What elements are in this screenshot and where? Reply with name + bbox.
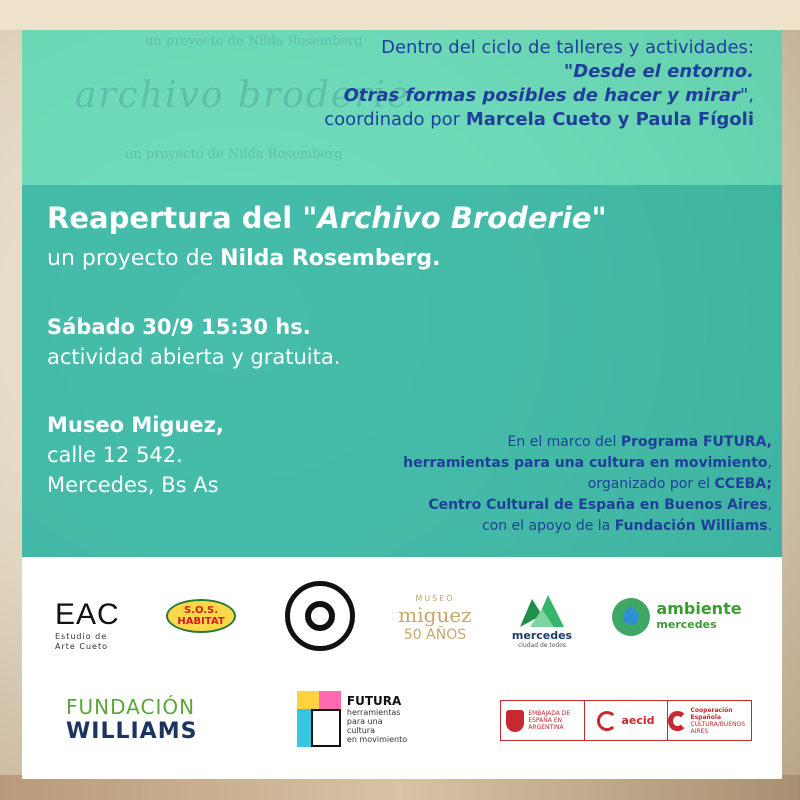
sos-line-2: HABITAT xyxy=(177,616,225,627)
background-top-strip xyxy=(0,0,800,30)
mercedes-name: mercedes xyxy=(511,629,573,642)
mercedes-logo xyxy=(512,585,572,655)
event-date xyxy=(47,312,340,372)
williams-line-1: FUNDACIÓN xyxy=(66,695,196,719)
framework-text xyxy=(403,432,772,537)
ambiente-line-1: ambiente xyxy=(656,599,742,618)
cycle-title-line-2: Otras formas posibles de hacer y mirar xyxy=(343,85,740,106)
framework-l2-end: , xyxy=(767,455,772,471)
framework-l3-prefix: organizado por el xyxy=(587,476,711,492)
miguez-top: MUSEO xyxy=(415,593,455,603)
intro-text xyxy=(324,36,754,132)
cooperacion-espanola-logo xyxy=(668,701,751,740)
event-datetime: Sábado 30/9 15:30 hs. xyxy=(47,315,311,339)
futura-l1: herramientas xyxy=(346,707,401,717)
cceba-full-name: Centro Cultural de España en Buenos Aires xyxy=(428,497,768,513)
event-title xyxy=(47,198,607,238)
spain-shield-icon xyxy=(506,710,524,732)
intro-line: Dentro del ciclo de talleres y actividades: xyxy=(381,37,754,58)
museo-miguez-logo xyxy=(398,583,472,653)
coop-line-1: Cooperación xyxy=(690,706,733,714)
sos-badge xyxy=(166,599,236,633)
cooperacion-c-icon xyxy=(668,711,686,731)
city: Mercedes, Bs As xyxy=(47,473,219,497)
aecid-text: aecid xyxy=(621,714,655,727)
framework-line-2 xyxy=(403,453,772,474)
water-drop-icon xyxy=(620,606,643,629)
program-subtitle: herramientas para una cultura en movimiento xyxy=(403,455,768,471)
spain-cooperation-logos xyxy=(500,700,752,741)
ghost-text-bottom: un proyecto de Nilda Rosemberg xyxy=(125,147,343,162)
eac-logo xyxy=(55,598,130,652)
mercedes-tagline: ciudad de todos xyxy=(517,642,566,649)
cooperacion-text xyxy=(691,707,752,735)
framework-line-5 xyxy=(403,516,772,537)
framework-line-4 xyxy=(403,495,772,516)
coordinators: Marcela Cueto y Paula Fígoli xyxy=(465,109,754,130)
framework-l1-prefix: En el marco del xyxy=(507,434,617,450)
miguez-years: 50 AÑOS xyxy=(403,626,467,643)
seal-inner-ring xyxy=(305,601,335,631)
futura-text xyxy=(347,695,407,744)
address: calle 12 542. xyxy=(47,443,183,467)
embassy-logo xyxy=(501,701,585,740)
coordinated-by-label: coordinado por xyxy=(324,109,461,130)
cycle-title-line-2-end: ", xyxy=(739,85,754,106)
aecid-c-icon xyxy=(597,711,617,731)
williams-line-2: WILLIAMS xyxy=(66,719,198,744)
seal-ring-icon xyxy=(285,581,355,651)
futura-l4: en movimiento xyxy=(346,734,408,744)
program-futura: Programa FUTURA, xyxy=(620,434,772,450)
cycle-title-line-2-wrap xyxy=(324,84,754,108)
framework-l5-prefix: con el apoyo de la xyxy=(481,518,611,534)
aecid-logo xyxy=(585,701,669,740)
sos-line-1: S.O.S. xyxy=(183,605,219,616)
mercedes-mountain-icon xyxy=(520,591,564,627)
miguez-name: miguez xyxy=(398,602,472,627)
event-location xyxy=(47,410,224,500)
eac-logo-title: EAC xyxy=(55,598,120,631)
ambiente-text xyxy=(656,601,741,633)
framework-l5-end: . xyxy=(767,518,772,534)
ghost-text-top: un proyecto de Nilda Rosemberg xyxy=(145,34,363,49)
archivo-broderie-seal-logo xyxy=(282,578,358,654)
framework-l4-end: , xyxy=(767,497,772,513)
cycle-title-line-1: "Desde el entorno. xyxy=(563,61,754,82)
fundacion-williams-logo xyxy=(66,695,197,744)
subtitle-author: Nilda Rosemberg. xyxy=(220,246,441,271)
futura-cube-icon xyxy=(297,691,341,747)
event-subtitle xyxy=(47,244,440,274)
futura-logo xyxy=(288,684,416,754)
earth-hand-icon xyxy=(612,598,650,636)
futura-l3: cultura xyxy=(346,725,375,735)
coop-line-3: CULTURA/BUENOS AIRES xyxy=(690,720,746,735)
embassy-text: EMBAJADA DE ESPAÑA EN ARGENTINA xyxy=(528,710,571,731)
coop-line-2: Española xyxy=(690,713,722,721)
framework-line-3 xyxy=(403,474,772,495)
fundacion-williams: Fundación Williams xyxy=(614,518,768,534)
venue: Museo Miguez, xyxy=(47,413,224,437)
subtitle-prefix: un proyecto de xyxy=(47,246,214,271)
sos-habitat-logo xyxy=(165,590,237,642)
cceba: CCEBA; xyxy=(714,476,772,492)
ghost-text-archivo: archivo broderie xyxy=(75,75,411,116)
ambiente-mercedes-logo xyxy=(612,592,742,642)
futura-l2: para una xyxy=(346,716,383,726)
futura-title: FUTURA xyxy=(346,693,402,708)
event-title-prefix: Reapertura del xyxy=(47,201,293,235)
framework-line-1 xyxy=(403,432,772,453)
ambiente-line-2: mercedes xyxy=(656,618,717,631)
event-access: actividad abierta y gratuita. xyxy=(47,345,341,369)
eac-logo-sub-1: Estudio de xyxy=(55,632,108,641)
event-title-name: "Archivo Broderie" xyxy=(302,201,607,235)
coordinators-line xyxy=(324,108,754,132)
eac-logo-sub-2: Arte Cueto xyxy=(55,642,108,651)
